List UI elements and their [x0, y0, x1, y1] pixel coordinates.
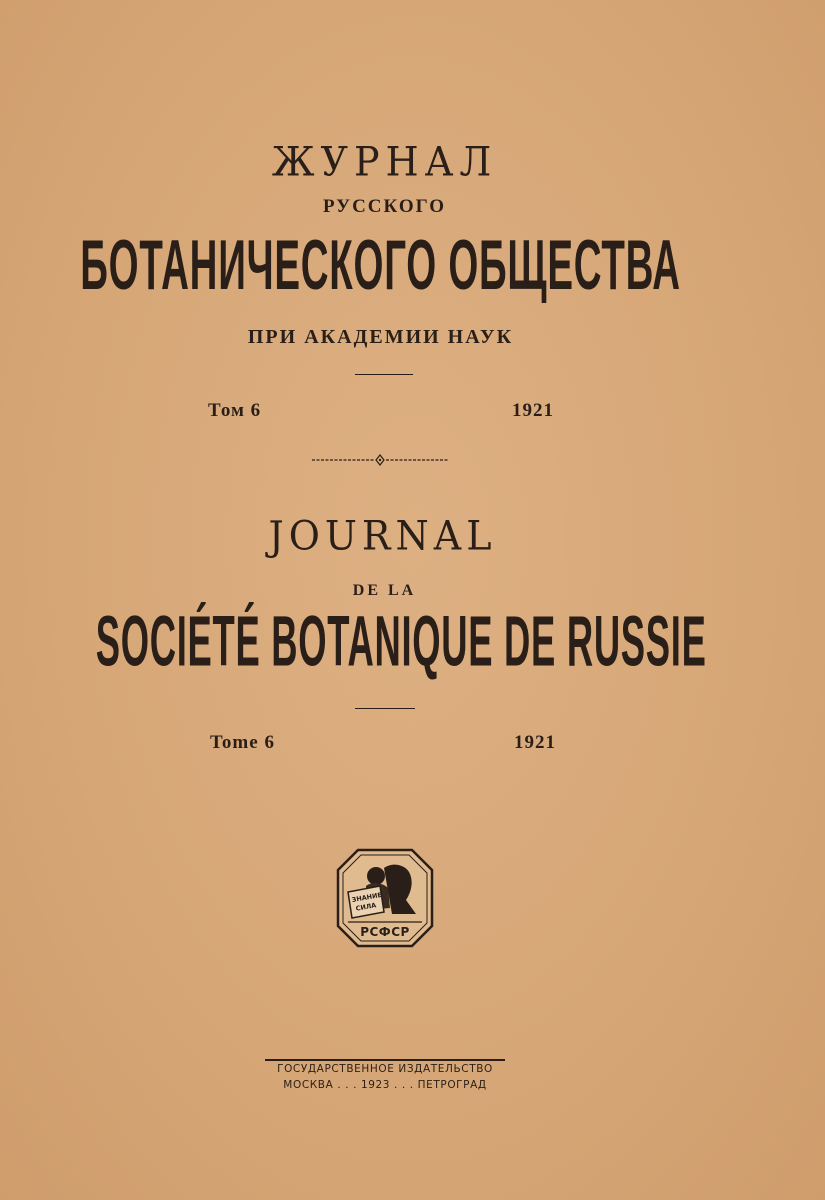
emblem-monogram: РСФСР: [360, 925, 410, 939]
divider-rule: [355, 708, 415, 709]
publisher-top-rule: [265, 1059, 505, 1061]
journal-title-ru: ЖУРНАЛ: [271, 138, 498, 186]
russkogo-line: РУССКОГО: [323, 196, 446, 217]
volume-fr: Tome 6: [210, 732, 275, 753]
publisher-name: ГОСУДАРСТВЕННОЕ ИЗДАТЕЛЬСТВО: [277, 1063, 493, 1075]
publisher-emblem-icon: [336, 848, 434, 948]
emblem-book-text-1: ЗНАНИЕ: [351, 890, 383, 905]
emblem-book-text-2: СИЛА: [355, 901, 377, 913]
divider-rule: [355, 374, 413, 375]
publisher-cities: МОСКВА . . . 1923 . . . ПЕТРОГРАД: [283, 1079, 487, 1091]
year-fr: 1921: [514, 732, 556, 753]
society-title-ru: БОТАНИЧЕСКОГО ОБЩЕСТВА: [80, 226, 681, 306]
ornament-divider-icon: [312, 453, 448, 467]
journal-title-fr: JOURNAL: [268, 512, 497, 560]
year-ru: 1921: [512, 400, 554, 421]
volume-ru: Том 6: [208, 400, 262, 421]
academy-line-ru: ПРИ АКАДЕМИИ НАУК: [247, 326, 514, 348]
de-la-line: DE LA: [352, 582, 417, 599]
society-title-fr: SOCIÉTÉ BOTANIQUE DE RUSSIE: [95, 601, 707, 683]
